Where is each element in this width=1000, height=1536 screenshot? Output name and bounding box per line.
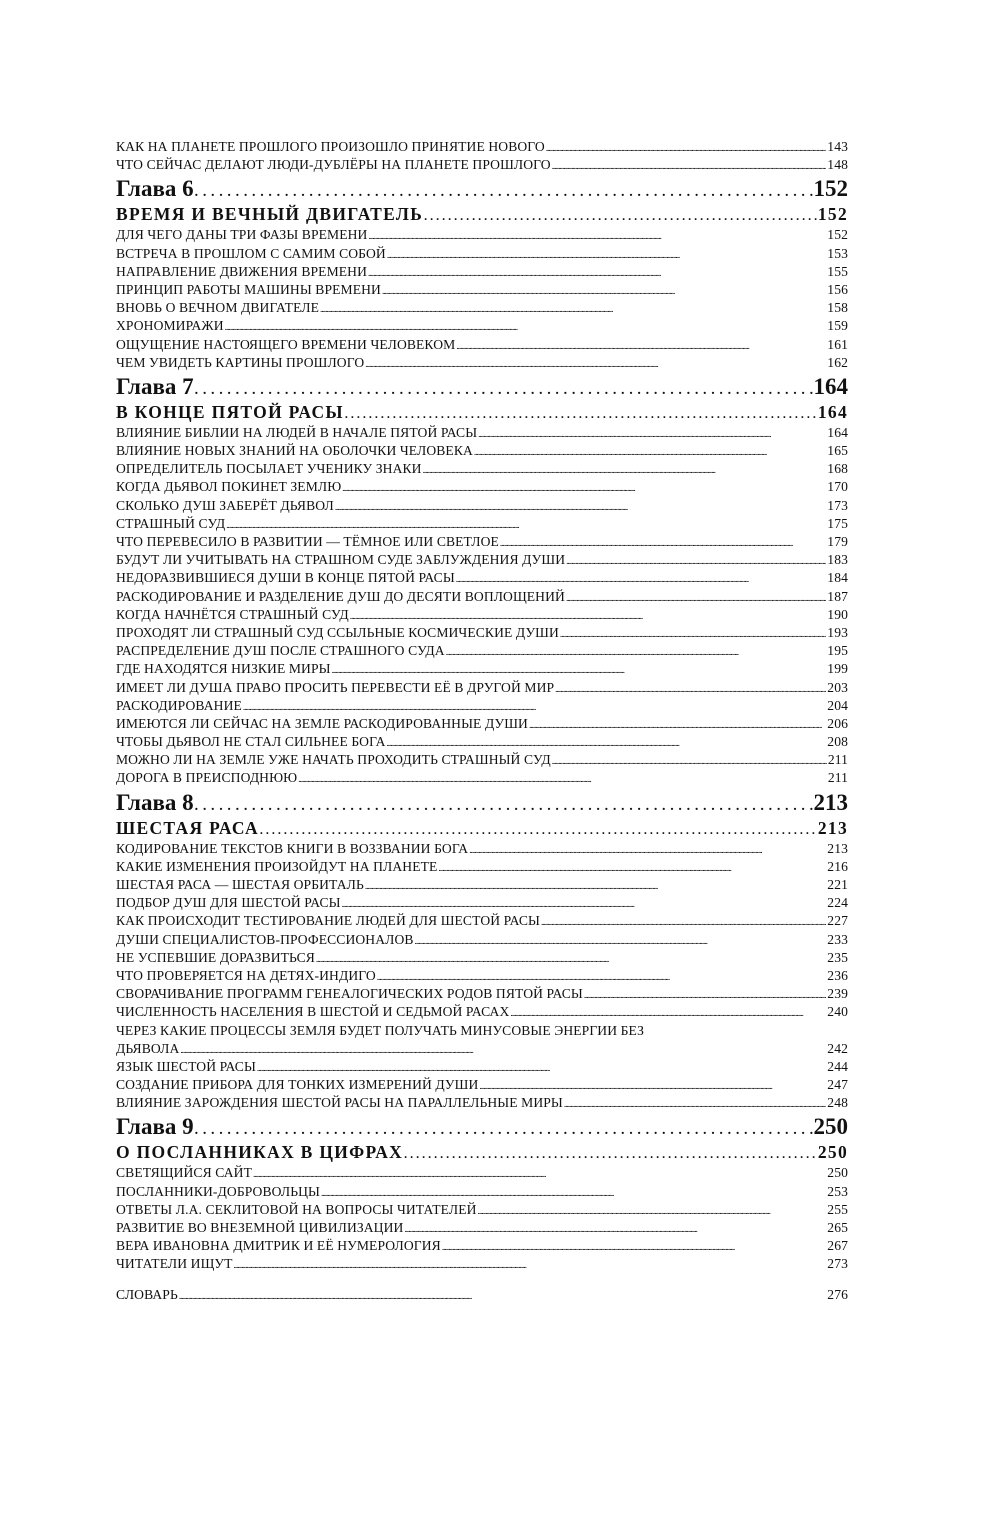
toc-entry-title: НЕ УСПЕВШИЕ ДОРАЗВИТЬСЯ <box>116 949 315 965</box>
toc-entry-page-number: 211 <box>827 752 848 768</box>
section-heading-title: В КОНЦЕ ПЯТОЙ РАСЫ <box>116 401 344 422</box>
toc-entry-page-number: 173 <box>827 497 848 513</box>
toc-entry-title: ВЛИЯНИЕ БИБЛИИ НА ЛЮДЕЙ В НАЧАЛЕ ПЯТОЙ РАСЫ <box>116 424 478 440</box>
dot-leader <box>438 858 826 876</box>
toc-entry <box>116 156 848 174</box>
dot-leader <box>335 497 826 515</box>
dot-leader <box>180 1040 826 1058</box>
table-of-contents <box>116 138 848 1304</box>
toc-entry-title: ОТВЕТЫ Л.А. СЕКЛИТОВОЙ НА ВОПРОСЫ ЧИТАТЕЛЕЙ <box>116 1201 477 1217</box>
dot-leader <box>365 876 826 894</box>
dot-leader <box>474 442 826 460</box>
toc-entry <box>116 985 848 1003</box>
toc-entry-title: КОДИРОВАНИЕ ТЕКСТОВ КНИГИ В ВОЗЗВАНИИ БОГА <box>116 840 469 856</box>
toc-entry <box>116 1201 848 1219</box>
toc-entry-page-number: 216 <box>827 858 848 874</box>
toc-entry-title: ЧИТАТЕЛИ ИЩУТ <box>116 1256 233 1272</box>
toc-entry-title: ЧТО ПЕРЕВЕСИЛО В РАЗВИТИИ — ТЁМНОЕ ИЛИ СВЕТЛОЕ <box>116 534 499 549</box>
toc-entry-title: ЧИСЛЕННОСТЬ НАСЕЛЕНИЯ В ШЕСТОЙ И СЕДЬМОЙ РАСАХ <box>116 1004 510 1020</box>
toc-entry <box>116 679 848 697</box>
toc-entry-title: СВОРАЧИВАНИЕ ПРОГРАММ ГЕНЕАЛОГИЧЕСКИХ РОДОВ ПЯТОЙ РАСЫ <box>116 986 583 1002</box>
toc-entry-title: ЧЕМ УВИДЕТЬ КАРТИНЫ ПРОШЛОГО <box>116 354 365 370</box>
toc-entry-page-number: 195 <box>827 643 848 659</box>
toc-entry-page-number: 183 <box>827 552 848 568</box>
toc-entry-page-number: 208 <box>827 734 848 750</box>
toc-entry-title: ОПРЕДЕЛИТЕЛЬ ПОСЫЛАЕТ УЧЕНИКУ ЗНАКИ <box>116 461 422 477</box>
toc-entry <box>116 138 848 156</box>
toc-entry-title: ШЕСТАЯ РАСА — ШЕСТАЯ ОРБИТАЛЬ <box>116 877 364 892</box>
toc-entry <box>116 1164 848 1182</box>
toc-entry-title: СВЕТЯЩИЙСЯ САЙТ <box>116 1165 252 1181</box>
toc-entry-title: ДЛЯ ЧЕГО ДАНЫ ТРИ ФАЗЫ ВРЕМЕНИ <box>116 227 368 243</box>
toc-entry-page-number: 148 <box>827 157 848 173</box>
toc-entry-page-number: 143 <box>827 139 848 154</box>
toc-entry <box>116 967 848 985</box>
toc-entry <box>116 912 848 930</box>
toc-entry-page-number: 250 <box>827 1165 848 1181</box>
toc-entry-page-number: 155 <box>827 263 848 279</box>
toc-entry-title: РАСКОДИРОВАНИЕ <box>116 697 242 713</box>
section-heading-title: ВРЕМЯ И ВЕЧНЫЙ ДВИГАТЕЛЬ <box>116 204 424 225</box>
toc-entry <box>116 894 848 912</box>
toc-entry-page-number: 233 <box>827 931 848 947</box>
toc-entry <box>116 949 848 967</box>
dot-leader <box>479 1076 826 1094</box>
toc-entry <box>116 317 848 335</box>
dot-leader <box>552 751 827 769</box>
toc-entry-title: ХРОНОМИРАЖИ <box>116 318 224 334</box>
dot-leader <box>316 949 826 967</box>
chapter-heading <box>116 788 848 817</box>
toc-entry-page-number: 168 <box>827 461 848 477</box>
toc-entry-title: ЧТО ПРОВЕРЯЕТСЯ НА ДЕТЯХ-ИНДИГО <box>116 967 376 983</box>
toc-entry-title: ВНОВЬ О ВЕЧНОМ ДВИГАТЕЛЕ <box>116 300 320 316</box>
chapter-heading-title: Глава 6 <box>116 176 194 202</box>
toc-entry-title: ПРОХОДЯТ ЛИ СТРАШНЫЙ СУД ССЫЛЬНЫЕ КОСМИЧЕСКИЕ ДУШИ <box>116 624 559 640</box>
toc-entry <box>116 299 848 317</box>
toc-entry <box>116 624 848 642</box>
toc-entry <box>116 569 848 587</box>
toc-entry-title: ВЕРА ИВАНОВНА ДМИТРИК И ЕЁ НУМЕРОЛОГИЯ <box>116 1238 441 1254</box>
toc-entry-page-number: 162 <box>827 354 848 370</box>
dot-leader <box>260 817 817 840</box>
toc-entry-title: ДОРОГА В ПРЕИСПОДНЮЮ <box>116 770 298 786</box>
toc-entry-page-number: 276 <box>827 1286 848 1302</box>
toc-entry-page-number: 255 <box>827 1201 848 1217</box>
toc-entry-title: КАК ПРОИСХОДИТ ТЕСТИРОВАНИЕ ЛЮДЕЙ ДЛЯ ШЕСТОЙ РАСЫ <box>116 913 540 929</box>
toc-entry-page-number: 153 <box>827 245 848 261</box>
toc-entry-page-number: 247 <box>827 1077 848 1093</box>
toc-entry <box>116 931 848 949</box>
toc-entry-page-number: 156 <box>827 281 848 297</box>
toc-entry-title: ДУШИ СПЕЦИАЛИСТОВ-ПРОФЕССИОНАЛОВ <box>116 931 414 947</box>
toc-entry-title: КАКИЕ ИЗМЕНЕНИЯ ПРОИЗОЙДУТ НА ПЛАНЕТЕ <box>116 858 438 874</box>
toc-entry-page-number: 190 <box>827 606 848 622</box>
toc-entry-page-number: 152 <box>827 227 848 243</box>
chapter-heading-title: Глава 9 <box>116 1114 194 1140</box>
dot-leader <box>253 1164 826 1182</box>
dot-leader <box>541 912 826 930</box>
toc-entry-page-number: 206 <box>827 715 848 731</box>
toc-entry-page-number: 224 <box>827 895 848 911</box>
dot-leader <box>456 569 827 587</box>
toc-entry-page-number: 273 <box>827 1256 848 1272</box>
toc-entry-title: СОЗДАНИЕ ПРИБОРА ДЛЯ ТОНКИХ ИЗМЕРЕНИЙ ДУШИ <box>116 1077 479 1093</box>
toc-entry-page-number: 265 <box>827 1220 848 1235</box>
toc-entry <box>116 1058 848 1076</box>
chapter-heading <box>116 1112 848 1141</box>
toc-entry-page-number: 236 <box>827 967 848 983</box>
dot-leader <box>368 263 826 281</box>
dot-leader <box>387 245 826 263</box>
toc-entry <box>116 715 848 733</box>
toc-entry-title: БУДУТ ЛИ УЧИТЫВАТЬ НА СТРАШНОМ СУДЕ ЗАБЛУЖДЕНИЯ ДУШИ <box>116 552 566 568</box>
toc-entry <box>116 354 848 372</box>
toc-entry <box>116 424 848 442</box>
toc-entry <box>116 460 848 478</box>
dot-leader <box>377 967 827 985</box>
chapter-heading <box>116 174 848 203</box>
toc-entry-title: ОЩУЩЕНИЕ НАСТОЯЩЕГО ВРЕМЕНИ ЧЕЛОВЕКОМ <box>116 336 456 352</box>
toc-entry <box>116 840 848 858</box>
dot-leader <box>566 588 826 606</box>
toc-entry-title: ЧЕРЕЗ КАКИЕ ПРОЦЕССЫ ЗЕМЛЯ БУДЕТ ПОЛУЧАТЬ МИНУСОВЫЕ ЭНЕРГИИ БЕЗ <box>116 1022 645 1038</box>
toc-entry-title: ДЬЯВОЛА <box>116 1040 180 1056</box>
toc-entry <box>116 336 848 354</box>
toc-entry-page-number: 161 <box>827 336 848 352</box>
dot-leader <box>345 401 817 424</box>
section-heading <box>116 401 848 424</box>
section-heading-page-number: 213 <box>817 817 848 838</box>
dot-leader <box>298 769 827 787</box>
toc-entry-title: КОГДА ДЬЯВОЛ ПОКИНЕТ ЗЕМЛЮ <box>116 479 342 495</box>
toc-entry-title: ВСТРЕЧА В ПРОШЛОМ С САМИМ СОБОЙ <box>116 245 386 261</box>
chapter-heading-page-number: 250 <box>813 1114 848 1140</box>
dot-leader <box>342 478 826 496</box>
toc-entry <box>116 1094 848 1112</box>
toc-entry-page-number: 164 <box>827 424 848 440</box>
toc-entry <box>116 697 848 715</box>
chapter-heading-page-number: 213 <box>813 789 848 815</box>
toc-entry-title: РАСПРЕДЕЛЕНИЕ ДУШ ПОСЛЕ СТРАШНОГО СУДА <box>116 643 445 659</box>
toc-entry-page-number: 235 <box>827 949 848 965</box>
section-heading <box>116 203 848 226</box>
chapter-heading-title: Глава 7 <box>116 373 194 399</box>
toc-entry-page-number: 170 <box>827 479 848 495</box>
toc-spacer <box>116 1274 848 1286</box>
toc-entry-title: ЧТО СЕЙЧАС ДЕЛАЮТ ЛЮДИ-ДУБЛЁРЫ НА ПЛАНЕТЕ ПРОШЛОГО <box>116 157 551 173</box>
section-heading-title: ШЕСТАЯ РАСА <box>116 817 259 838</box>
dot-leader <box>442 1237 826 1255</box>
toc-entry-title: ИМЕЮТСЯ ЛИ СЕЙЧАС НА ЗЕМЛЕ РАСКОДИРОВАННЫЕ ДУШИ <box>116 715 528 731</box>
toc-entry-page-number: 213 <box>827 840 848 856</box>
section-heading-title: О ПОСЛАННИКАХ В ЦИФРАХ <box>116 1142 404 1163</box>
dot-leader <box>234 1255 827 1273</box>
toc-entry <box>116 858 848 876</box>
toc-entry-title: ВЛИЯНИЕ ЗАРОЖДЕНИЯ ШЕСТОЙ РАСЫ НА ПАРАЛЛЕЛЬНЫЕ МИРЫ <box>116 1095 563 1111</box>
toc-entry <box>116 551 848 569</box>
dot-leader <box>243 697 826 715</box>
toc-entry <box>116 642 848 660</box>
toc-entry-title: МОЖНО ЛИ НА ЗЕМЛЕ УЖЕ НАЧАТЬ ПРОХОДИТЬ СТРАШНЫЙ СУД <box>116 752 551 768</box>
dot-leader <box>469 840 826 858</box>
dot-leader <box>365 354 826 372</box>
toc-entry <box>116 1040 848 1058</box>
dot-leader <box>387 733 827 751</box>
toc-entry-page-number: 165 <box>827 443 848 459</box>
dot-leader <box>546 138 826 156</box>
dot-leader <box>478 1201 827 1219</box>
toc-entry-title: КАК НА ПЛАНЕТЕ ПРОШЛОГО ПРОИЗОШЛО ПРИНЯТИЕ НОВОГО <box>116 139 545 154</box>
dot-leader <box>404 1219 826 1237</box>
dot-leader <box>225 317 827 335</box>
toc-entry-title: ЧТОБЫ ДЬЯВОЛ НЕ СТАЛ СИЛЬНЕЕ БОГА <box>116 734 386 750</box>
section-heading-page-number: 250 <box>817 1142 848 1163</box>
toc-entry <box>116 1237 848 1255</box>
dot-leader <box>555 679 826 697</box>
toc-entry-page-number: 187 <box>827 588 848 604</box>
toc-entry <box>116 606 848 624</box>
toc-entry-page-number: 242 <box>827 1040 848 1056</box>
toc-entry <box>116 1286 848 1304</box>
toc-entry <box>116 245 848 263</box>
toc-entry-title: ПОДБОР ДУШ ДЛЯ ШЕСТОЙ РАСЫ <box>116 895 341 911</box>
dot-leader <box>456 336 826 354</box>
toc-entry-title: СТРАШНЫЙ СУД <box>116 515 226 531</box>
toc-entry-page-number: 184 <box>827 570 848 586</box>
toc-entry-page-number: 227 <box>827 913 848 929</box>
toc-entry-title: ПОСЛАННИКИ-ДОБРОВОЛЬЦЫ <box>116 1183 320 1199</box>
toc-entry <box>116 442 848 460</box>
toc-entry <box>116 1003 848 1021</box>
dot-leader <box>342 894 827 912</box>
toc-entry-page-number: 248 <box>827 1095 848 1111</box>
dot-leader <box>424 203 817 226</box>
dot-leader <box>350 606 827 624</box>
toc-entry-title: ГДЕ НАХОДЯТСЯ НИЗКИЕ МИРЫ <box>116 661 331 677</box>
toc-entry-title: СКОЛЬКО ДУШ ЗАБЕРЁТ ДЬЯВОЛ <box>116 497 334 513</box>
chapter-heading-page-number: 152 <box>813 176 848 202</box>
dot-leader <box>564 1094 826 1112</box>
dot-leader <box>332 660 827 678</box>
toc-entry-page-number: 204 <box>827 697 848 713</box>
toc-entry <box>116 769 848 787</box>
section-heading-page-number: 164 <box>817 401 848 422</box>
dot-leader <box>584 985 826 1003</box>
toc-entry <box>116 660 848 678</box>
toc-entry-page-number: 159 <box>827 318 848 334</box>
toc-entry <box>116 533 848 551</box>
toc-entry <box>116 588 848 606</box>
toc-entry-page-number: 158 <box>827 300 848 316</box>
dot-leader <box>423 460 827 478</box>
toc-entry-page-number: 203 <box>827 679 848 695</box>
toc-entry-page-number: 211 <box>827 770 848 786</box>
dot-leader <box>552 156 827 174</box>
section-heading-page-number: 152 <box>817 204 848 225</box>
dot-leader <box>226 515 826 533</box>
toc-entry <box>116 733 848 751</box>
dot-leader <box>382 281 826 299</box>
toc-entry <box>116 281 848 299</box>
toc-entry-title: ВЛИЯНИЕ НОВЫХ ЗНАНИЙ НА ОБОЛОЧКИ ЧЕЛОВЕКА <box>116 443 473 459</box>
dot-leader <box>510 1003 826 1021</box>
dot-leader <box>446 642 827 660</box>
toc-entry <box>116 515 848 533</box>
dot-leader <box>195 1112 813 1141</box>
toc-entry <box>116 876 848 894</box>
dot-leader <box>179 1286 826 1304</box>
chapter-heading <box>116 372 848 401</box>
toc-entry-page-number: 240 <box>827 1004 848 1020</box>
toc-entry-page-number: 193 <box>827 624 848 640</box>
dot-leader <box>478 424 826 442</box>
toc-entry <box>116 478 848 496</box>
dot-leader <box>566 551 826 569</box>
toc-entry-title: СЛОВАРЬ <box>116 1286 178 1302</box>
toc-entry-page-number: 221 <box>827 877 848 892</box>
toc-entry <box>116 497 848 515</box>
toc-entry-title: ПРИНЦИП РАБОТЫ МАШИНЫ ВРЕМЕНИ <box>116 281 381 297</box>
toc-entry <box>116 1183 848 1201</box>
toc-entry-title: РАСКОДИРОВАНИЕ И РАЗДЕЛЕНИЕ ДУШ ДО ДЕСЯТИ ВОПЛОЩЕНИЙ <box>116 588 565 604</box>
toc-entry <box>116 226 848 244</box>
toc-entry-title: НЕДОРАЗВИВШИЕСЯ ДУШИ В КОНЦЕ ПЯТОЙ РАСЫ <box>116 570 455 586</box>
dot-leader <box>404 1141 817 1164</box>
toc-entry <box>116 1255 848 1273</box>
dot-leader <box>320 299 826 317</box>
section-heading <box>116 1141 848 1164</box>
dot-leader <box>500 533 826 551</box>
toc-entry-page-number: 179 <box>827 534 848 549</box>
toc-entry <box>116 263 848 281</box>
toc-entry-page-number: 199 <box>827 661 848 677</box>
dot-leader <box>529 715 826 733</box>
dot-leader <box>415 931 827 949</box>
dot-leader <box>560 624 826 642</box>
toc-entry <box>116 1022 848 1040</box>
toc-entry-title: ИМЕЕТ ЛИ ДУША ПРАВО ПРОСИТЬ ПЕРЕВЕСТИ ЕЁ В ДРУГОЙ МИР <box>116 679 555 695</box>
dot-leader <box>195 788 813 817</box>
dot-leader <box>257 1058 826 1076</box>
toc-entry <box>116 751 848 769</box>
toc-entry-title: НАПРАВЛЕНИЕ ДВИЖЕНИЯ ВРЕМЕНИ <box>116 263 367 279</box>
toc-entry-page-number: 175 <box>827 515 848 531</box>
dot-leader <box>195 372 813 401</box>
dot-leader <box>195 174 813 203</box>
toc-entry-title: КОГДА НАЧНЁТСЯ СТРАШНЫЙ СУД <box>116 606 349 622</box>
chapter-heading-title: Глава 8 <box>116 789 194 815</box>
toc-entry <box>116 1076 848 1094</box>
toc-entry <box>116 1219 848 1237</box>
toc-entry-page-number: 244 <box>827 1058 848 1074</box>
toc-entry-page-number: 253 <box>827 1183 848 1199</box>
chapter-heading-page-number: 164 <box>813 373 848 399</box>
section-heading <box>116 817 848 840</box>
toc-entry-page-number: 267 <box>827 1238 848 1254</box>
toc-entry-title: ЯЗЫК ШЕСТОЙ РАСЫ <box>116 1058 256 1074</box>
dot-leader <box>321 1183 826 1201</box>
toc-entry-title: РАЗВИТИЕ ВО ВНЕЗЕМНОЙ ЦИВИЛИЗАЦИИ <box>116 1220 404 1235</box>
dot-leader <box>368 226 826 244</box>
toc-entry-page-number: 239 <box>827 986 848 1002</box>
